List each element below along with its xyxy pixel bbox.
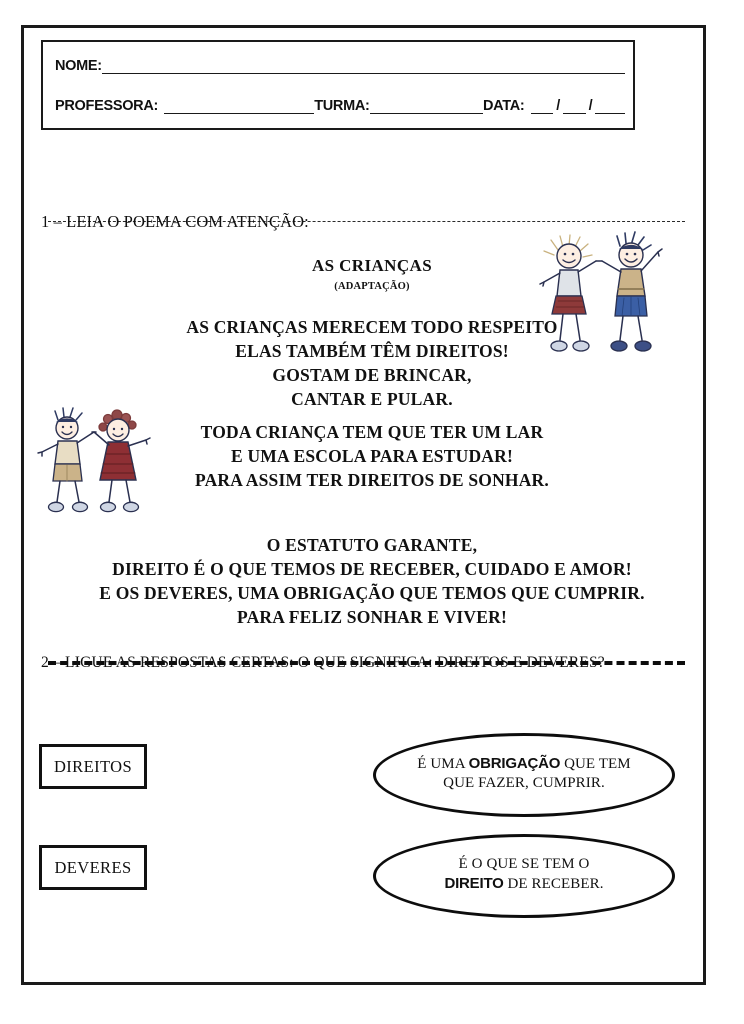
poem-verse: DIREITO É O QUE TEMOS DE RECEBER, CUIDADO E AMOR! (112, 559, 632, 579)
answer-line: QUE FAZER, CUMPRIR. (443, 774, 605, 791)
date-label: DATA: (482, 98, 525, 114)
date-day-input[interactable] (531, 100, 554, 114)
girl-figure (94, 410, 150, 512)
answer-line (395, 754, 653, 774)
answer-text (395, 754, 653, 793)
answer-line: É O QUE SE TEM O (458, 855, 590, 872)
poem-subtitle: (ADAPTAÇÃO) (334, 281, 410, 292)
teacher-label: PROFESSORA: (55, 98, 159, 114)
answer-text (395, 855, 653, 894)
class-input[interactable] (370, 100, 483, 114)
term-box-label: DEVERES (54, 857, 132, 877)
name-input[interactable] (102, 60, 625, 74)
answer-ellipse-obrigacao[interactable] (373, 733, 675, 817)
teacher-input[interactable] (164, 100, 314, 114)
exercise-2-instruction: 2 – LIGUE AS RESPOSTAS CERTAS: O QUE SIGNIFICA: DIREITOS E DEVERES? (41, 654, 605, 671)
two-children-holding-hands-illustration (534, 228, 674, 360)
boy-figure (38, 408, 94, 512)
poem-verse: PARA ASSIM TER DIREITOS DE SONHAR. (195, 470, 549, 490)
date-month-input[interactable] (563, 100, 586, 114)
poem-stanza-3 (0, 533, 744, 629)
term-box-direitos[interactable] (39, 744, 147, 789)
class-label: TURMA: (314, 98, 370, 114)
term-box-label: DIREITOS (53, 756, 133, 776)
poem-verse: TODA CRIANÇA TEM QUE TER UM LAR (200, 422, 544, 442)
date-separator-2: / (588, 98, 593, 114)
student-identification-box (41, 40, 635, 130)
answer-line (395, 874, 653, 894)
date-year-input[interactable] (595, 100, 625, 114)
poem-verse: O ESTATUTO GARANTE, (266, 535, 478, 555)
name-field-row (55, 59, 625, 75)
poem-verse: E OS DEVERES, UMA OBRIGAÇÃO QUE TEMOS QUE CUMPRIR. (99, 583, 645, 603)
poem-verse: AS CRIANÇAS MERECEM TODO RESPEITO (186, 317, 558, 337)
poem-verse: CANTAR E PULAR. (291, 389, 453, 409)
poem-title: AS CRIANÇAS (311, 256, 433, 275)
two-children-holding-hands-illustration (36, 404, 172, 520)
poem-verse: ELAS TAMBÉM TÊM DIREITOS! (235, 341, 509, 361)
answer-text-after: QUE TEM (560, 755, 631, 772)
answer-keyword: DIREITO (444, 874, 504, 892)
answer-text-after: DE RECEBER. (503, 875, 604, 892)
poem-verse: GOSTAM DE BRINCAR, (272, 365, 472, 385)
answer-keyword: OBRIGAÇÃO (468, 754, 561, 772)
answer-ellipse-direito[interactable] (373, 834, 675, 918)
exercise-1-instruction: 1 – LEIA O POEMA COM ATENÇÃO: (41, 212, 309, 231)
name-label: NOME: (55, 58, 102, 74)
answer-text-before: É UMA (417, 755, 469, 772)
boy-figure (602, 232, 662, 351)
date-separator-1: / (556, 98, 560, 114)
teacher-class-date-row (55, 99, 625, 115)
term-box-deveres[interactable] (39, 845, 147, 890)
poem-verse: PARA FELIZ SONHAR E VIVER! (236, 607, 507, 627)
girl-figure (540, 235, 596, 351)
poem-verse: E UMA ESCOLA PARA ESTUDAR! (231, 446, 513, 466)
